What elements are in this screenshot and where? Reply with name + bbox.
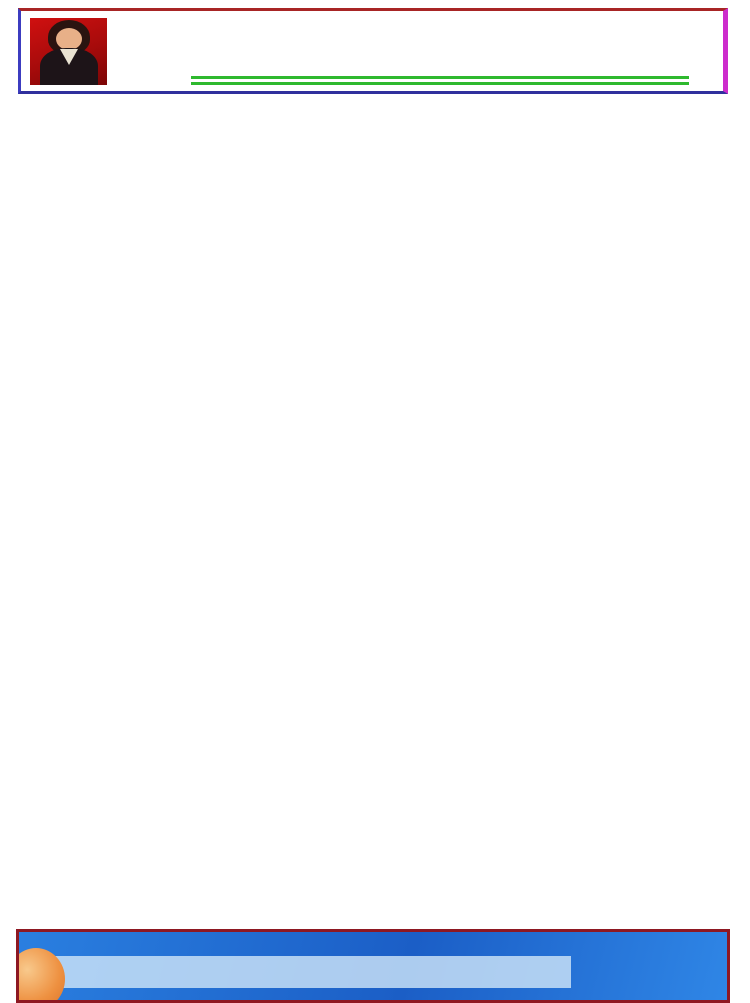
title-underline [191, 76, 689, 79]
banner-light-band [19, 956, 571, 988]
title-underline [191, 82, 689, 85]
masthead [18, 8, 728, 94]
footer-banner [16, 929, 730, 1003]
portrait-face [56, 28, 82, 50]
portrait-photo [30, 18, 107, 85]
